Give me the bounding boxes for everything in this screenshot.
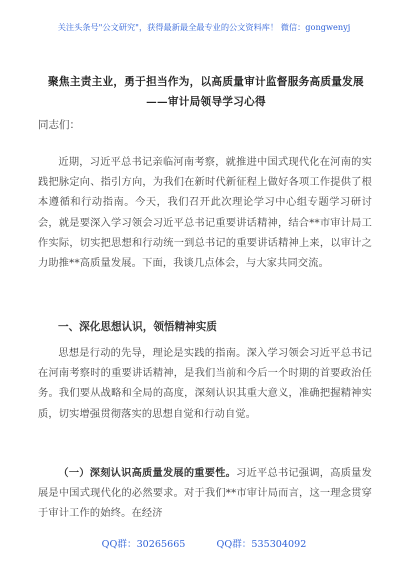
body-paragraph-3: [38, 463, 372, 525]
paragraph-3-text: 习近平总书记强调，高质量发展是中国式现代化的必然要求。对于我们**市审计局而言，这一理念贯穿于审计工作的始终。在经济: [38, 468, 372, 520]
document-title: 聚焦主责主业，勇于担当作为，以高质量审计监督服务高质量发展——审计局领导学习心得: [48, 76, 364, 108]
header-banner: 关注头条号"公文研究"，获得最新最全最专业的公文资料库！ 微信：gongwenyj: [57, 22, 351, 32]
qq-group-1: QQ群：30265665: [101, 539, 186, 550]
section-heading-1: 一、深化思想认识，领悟精神实质: [58, 321, 217, 333]
salutation: 同志们：: [38, 119, 80, 131]
subheading-1: （一）深刻认识高质量发展的重要性。: [58, 467, 237, 479]
footer-contact: [0, 536, 408, 550]
body-paragraph-intro: 近期，习近平总书记亲临河南考察，就推进中国式现代化在河南的实践把脉定向、指引方向，为我们在新时代新征程上做好各项工作提供了根本遵循和行动指南。今天，我们召开此次理论学习中心组专题学习研讨会，就是要深入学习领会习近平总书记重要讲话精神，结合**市审计局工作实际，切实把思想和行动统一到总书记的重要讲话精神上来，以审计之力助推**高质量发展。下面，我谈几点体会，与大家共同交流。: [38, 157, 372, 270]
body-paragraph-2: 思想是行动的先导，理论是实践的指南。深入学习领会习近平总书记在河南考察时的重要讲话精神，是我们当前和今后一个时期的首要政治任务。我们要从战略和全局的高度，深刻认识其重大意义，准确把握精神实质，切实增强贯彻落实的思想自觉和行动自觉。: [38, 348, 372, 420]
qq-group-2: QQ群：535304092: [216, 539, 307, 550]
